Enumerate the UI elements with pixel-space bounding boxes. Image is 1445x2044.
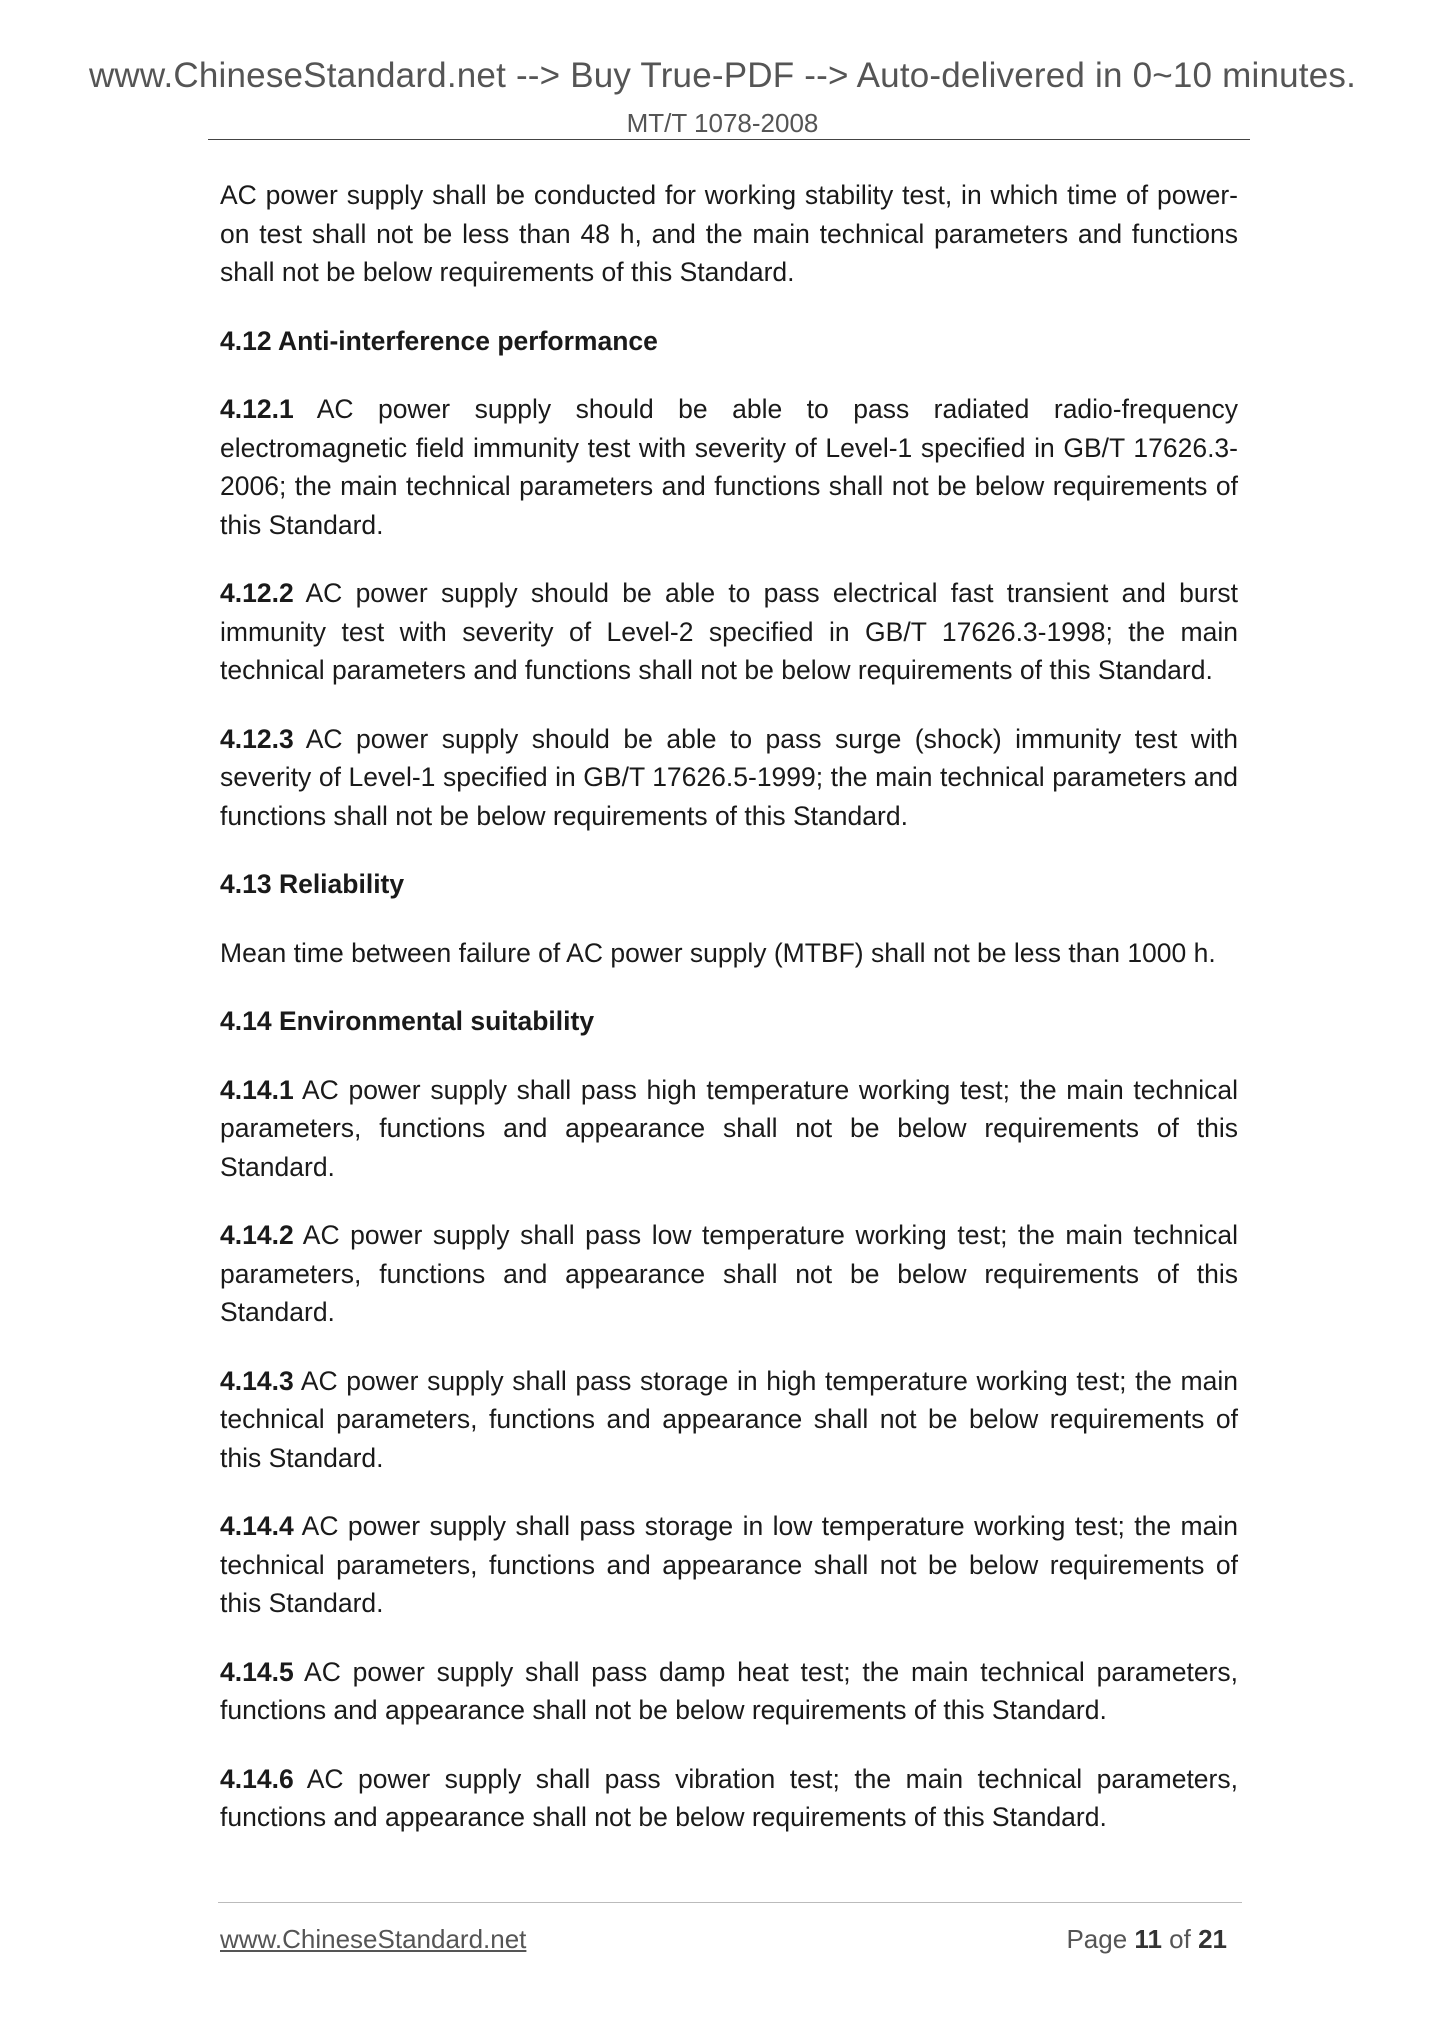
- clause-text: AC power supply shall pass high temperature working test; the main technical parameters, functions and appearance shall not be below requirements of this Standard.: [220, 1074, 1238, 1182]
- section-heading-4-14: 4.14 Environmental suitability: [220, 1006, 595, 1036]
- clause-text: AC power supply should be able to pass electrical fast transient and burst immunity test with severity of Level-2 specified in GB/T 17626.3-1998; the main technical parameters and functions shall not be below requirements of this Standard.: [220, 578, 1239, 685]
- top-banner: www.ChineseStandard.net --> Buy True-PDF --> Auto-delivered in 0~10 minutes.: [88, 56, 1357, 95]
- section-heading-4-12: 4.12 Anti-interference performance: [220, 325, 658, 356]
- clause-text: AC power supply shall pass vibration test; the main technical parameters, functions and appearance shall not be below requirements of this Standard.: [220, 1763, 1238, 1832]
- clause-number: 4.14.1: [220, 1074, 294, 1105]
- clause-text: AC power supply should be able to pass radiated radio-frequency electromagnetic field immunity test with severity of Level-1 specified in GB/T 17626.3-2006; the main technical parameters and functions shall not be below requirements of this Standard.: [220, 394, 1238, 540]
- intro-paragraph: [220, 176, 1238, 292]
- clause-text: AC power supply shall pass damp heat test; the main technical parameters, functions and appearance shall not be below requirements of this Standard.: [220, 1656, 1238, 1725]
- section-heading-4-13: 4.13 Reliability: [220, 869, 405, 899]
- header-divider: [208, 139, 1250, 140]
- clause-number: 4.14.6: [220, 1763, 294, 1794]
- clause-4-14-3: [220, 1362, 1238, 1478]
- clause-number: 4.12.2: [220, 578, 294, 608]
- clause-4-12-3: [220, 720, 1238, 836]
- clause-number: 4.14.3: [220, 1365, 294, 1396]
- footer-website-link[interactable]: www.ChineseStandard.net: [220, 1924, 527, 1954]
- page-indicator: [1066, 1924, 1227, 1955]
- clause-text: AC power supply should be able to pass surge (shock) immunity test with severity of Level-1 specified in GB/T 17626.5-1999; the main technical parameters and functions shall not be below requirements of this Standard.: [220, 723, 1239, 831]
- clause-4-14-5: [220, 1653, 1238, 1730]
- reliability-paragraph: [220, 934, 1238, 973]
- of-label: of: [1169, 1924, 1191, 1954]
- clause-text: AC power supply shall pass storage in low temperature working test; the main technical parameters, functions and appearance shall not be below requirements of this Standard.: [220, 1511, 1238, 1618]
- clause-4-14-4: [220, 1507, 1238, 1623]
- clause-number: 4.14.2: [220, 1220, 294, 1250]
- clause-4-12-2: [220, 574, 1238, 690]
- page-label: Page: [1066, 1924, 1128, 1954]
- clause-4-12-1: [220, 390, 1238, 544]
- page-total: 21: [1198, 1924, 1227, 1954]
- clause-number: 4.14.4: [220, 1511, 294, 1541]
- document-code: MT/T 1078-2008: [626, 108, 819, 138]
- clause-number: 4.12.3: [220, 723, 294, 754]
- clause-number: 4.12.1: [220, 394, 294, 424]
- clause-4-14-6: [220, 1760, 1238, 1837]
- reliability-text: Mean time between failure of AC power supply (MTBF) shall not be less than 1000 h.: [220, 937, 1216, 968]
- clause-text: AC power supply shall pass storage in high temperature working test; the main technical parameters, functions and appearance shall not be below requirements of this Standard.: [220, 1365, 1238, 1473]
- intro-text: AC power supply shall be conducted for working stability test, in which time of power-on test shall not be less than 48 h, and the main technical parameters and functions shall not be below requirements of this Standard.: [220, 180, 1238, 287]
- page-number: 11: [1134, 1924, 1162, 1954]
- document-body: [220, 176, 1238, 1867]
- clause-number: 4.14.5: [220, 1656, 294, 1687]
- footer-divider: [218, 1902, 1242, 1903]
- clause-4-14-1: [220, 1071, 1238, 1187]
- clause-4-14-2: [220, 1216, 1238, 1332]
- clause-text: AC power supply shall pass low temperature working test; the main technical parameters, functions and appearance shall not be below requirements of this Standard.: [220, 1220, 1238, 1327]
